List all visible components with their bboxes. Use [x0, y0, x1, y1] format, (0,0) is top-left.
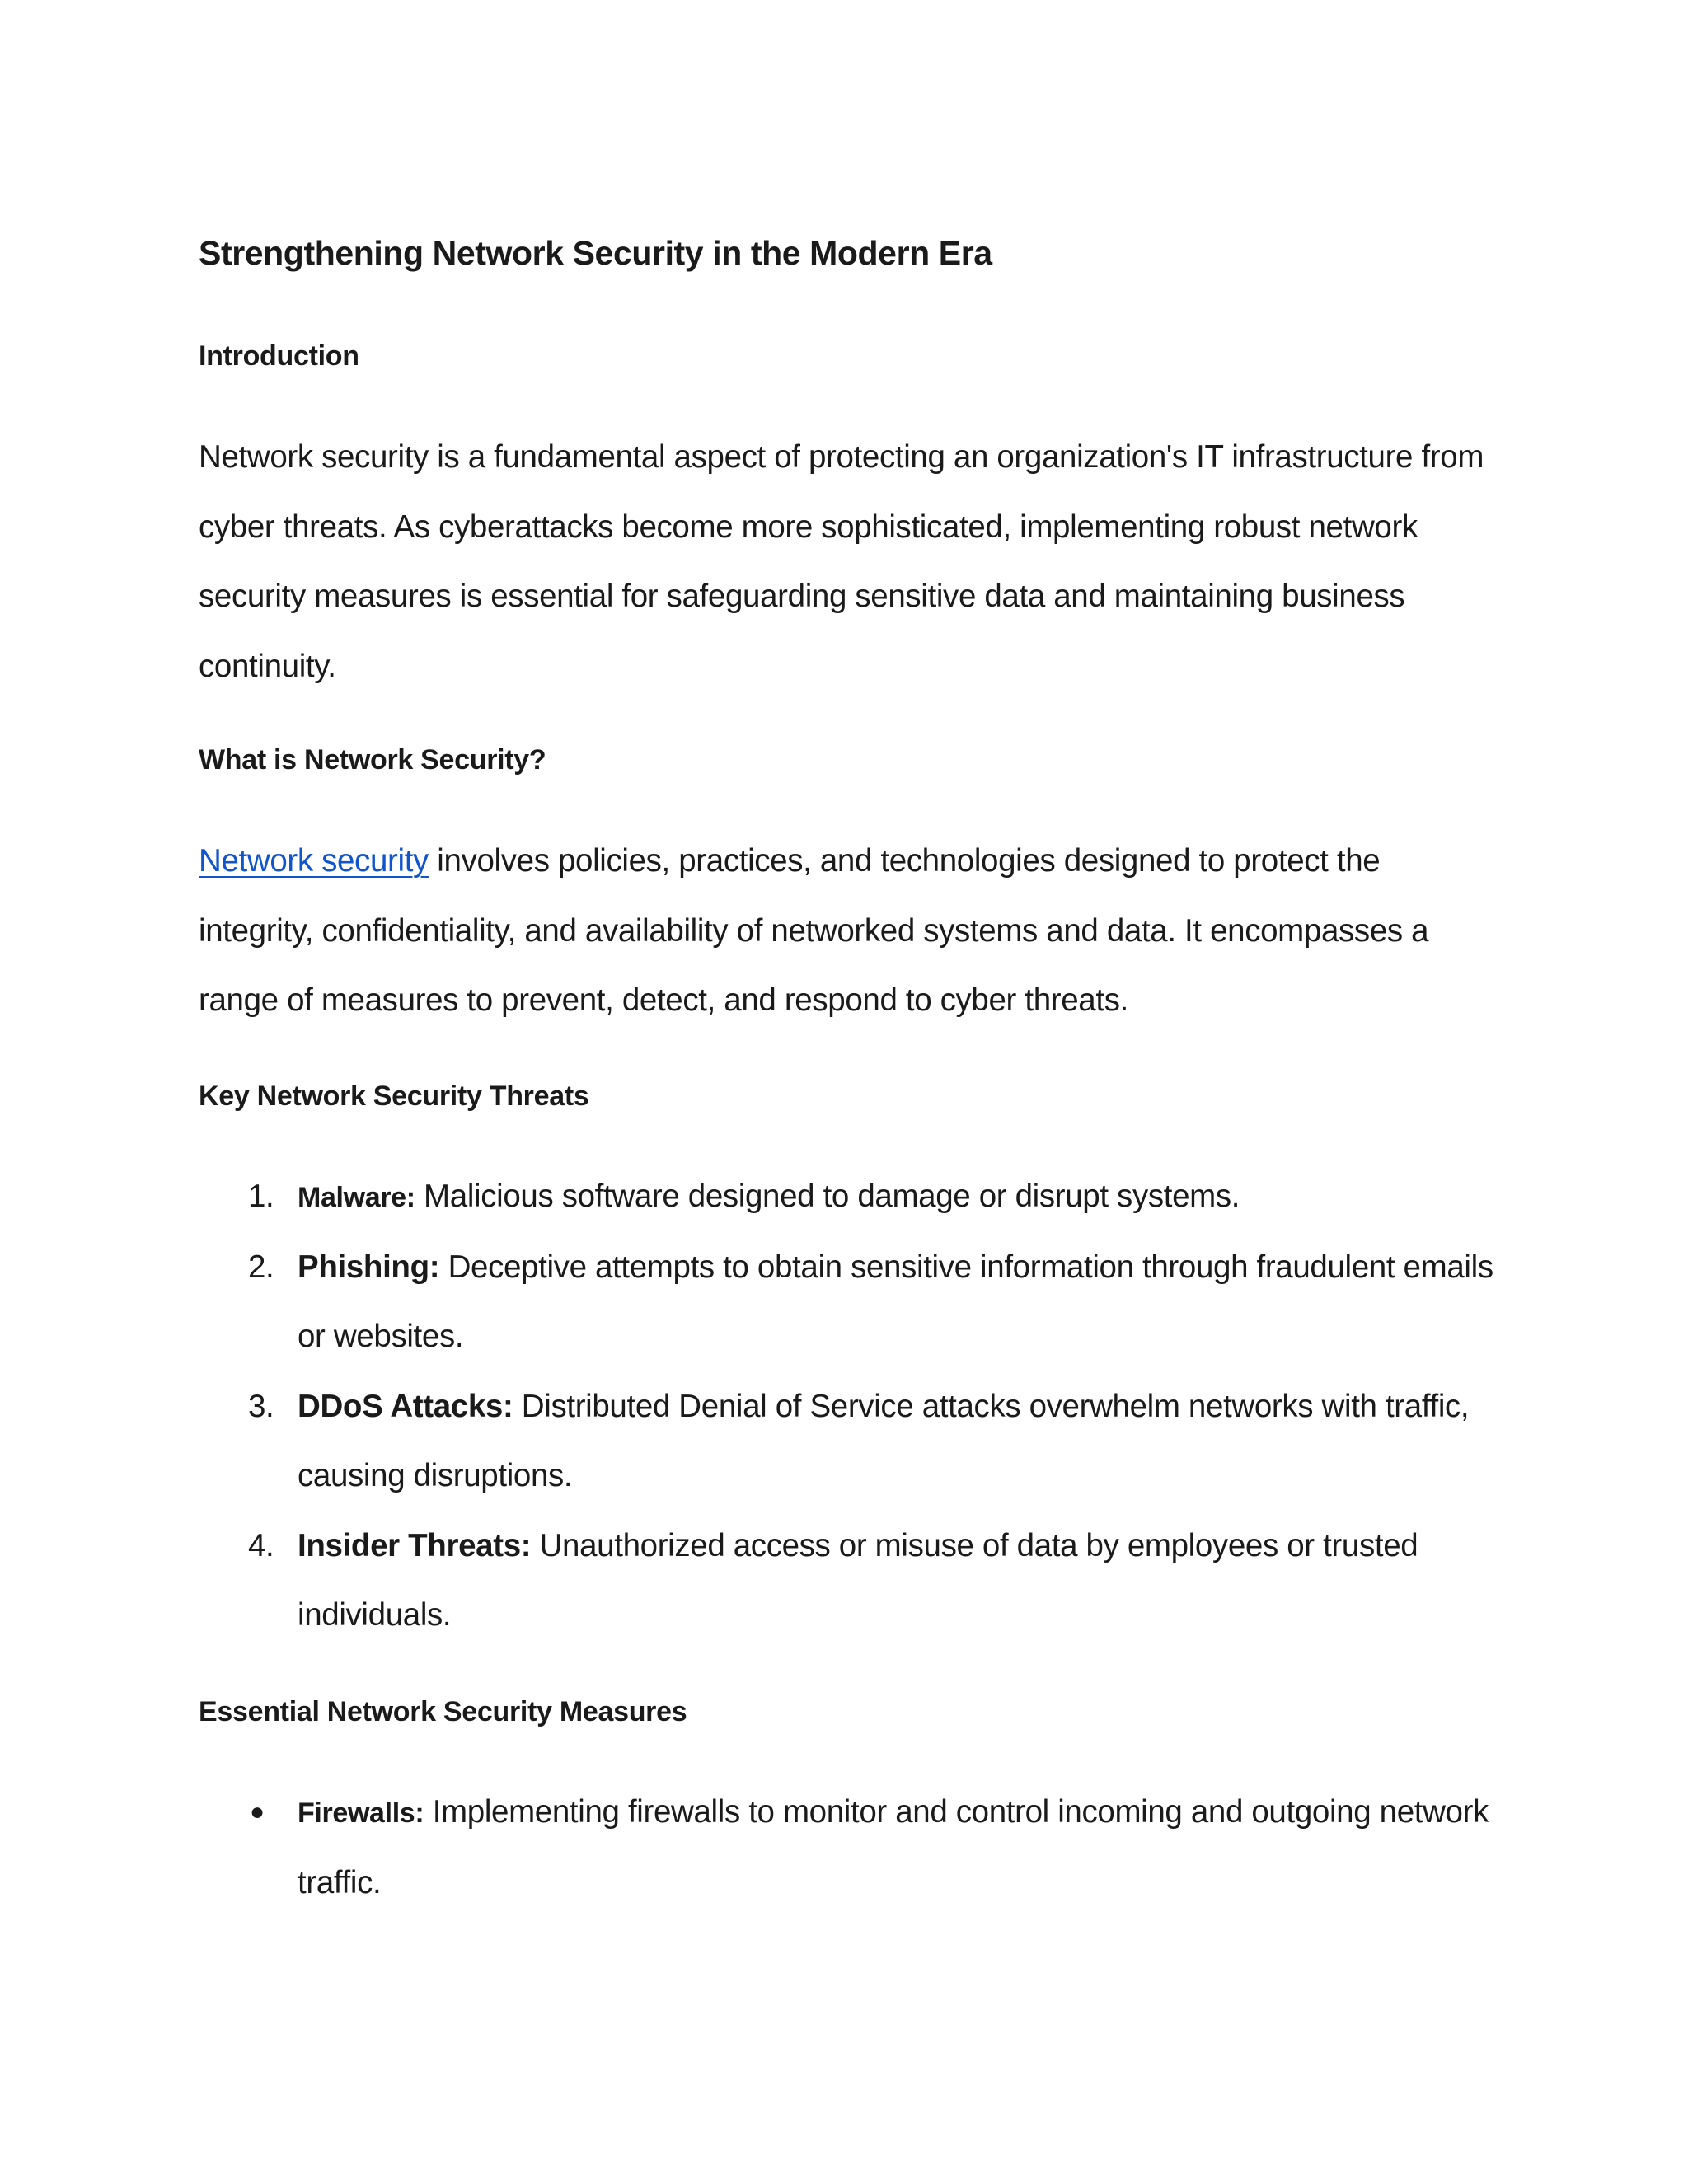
measures-heading: Essential Network Security Measures — [199, 1696, 687, 1727]
list-term: DDoS Attacks: — [298, 1388, 513, 1424]
list-term: Phishing: — [298, 1249, 440, 1285]
introduction-paragraph: Network security is a fundamental aspect of protecting an organization's IT infrastructure from cyber threats. As cyberattacks become more sophisticated, implementing robust network security measures is essential for safeguarding sensitive data and maintaining business continuity. — [199, 439, 1484, 684]
list-text: Malicious software designed to damage or disrupt systems. — [415, 1179, 1240, 1214]
list-term: Firewalls: — [298, 1797, 424, 1829]
list-text: Implementing firewalls to monitor and control incoming and outgoing network traffic. — [298, 1794, 1489, 1900]
list-number: 1. — [248, 1179, 274, 1214]
list-item — [199, 1162, 1501, 1233]
what-is-paragraph — [199, 827, 1493, 1036]
list-text: Deceptive attempts to obtain sensitive information through fraudulent emails or websites. — [298, 1249, 1493, 1354]
bullet-icon: ● — [250, 1798, 265, 1825]
list-number: 2. — [248, 1249, 274, 1285]
list-term: Malware: — [298, 1182, 415, 1213]
list-item — [199, 1778, 1501, 1918]
list-term: Insider Threats: — [298, 1527, 532, 1563]
page-title: Strengthening Network Security in the Modern Era — [199, 234, 992, 272]
list-text: Distributed Denial of Service attacks overwhelm networks with traffic, causing disruptions. — [298, 1388, 1470, 1493]
what-is-heading: What is Network Security? — [199, 744, 546, 776]
list-item — [199, 1372, 1501, 1511]
introduction-heading: Introduction — [199, 340, 359, 372]
list-number: 3. — [248, 1388, 274, 1424]
list-text: Unauthorized access or misuse of data by employees or trusted individuals. — [298, 1527, 1418, 1633]
list-number: 4. — [248, 1527, 274, 1563]
threats-heading: Key Network Security Threats — [199, 1080, 589, 1112]
threats-list — [199, 1162, 1501, 1651]
measures-list — [199, 1778, 1501, 1918]
list-item — [199, 1511, 1501, 1651]
list-item — [199, 1233, 1501, 1372]
what-is-paragraph-text: involves policies, practices, and technologies designed to protect the integrity, confidentiality, and availability of networked systems and data. It encompasses a range of measures to prevent, detect, and respond to cyber threats. — [199, 843, 1429, 1018]
network-security-link[interactable]: Network security — [199, 843, 429, 879]
